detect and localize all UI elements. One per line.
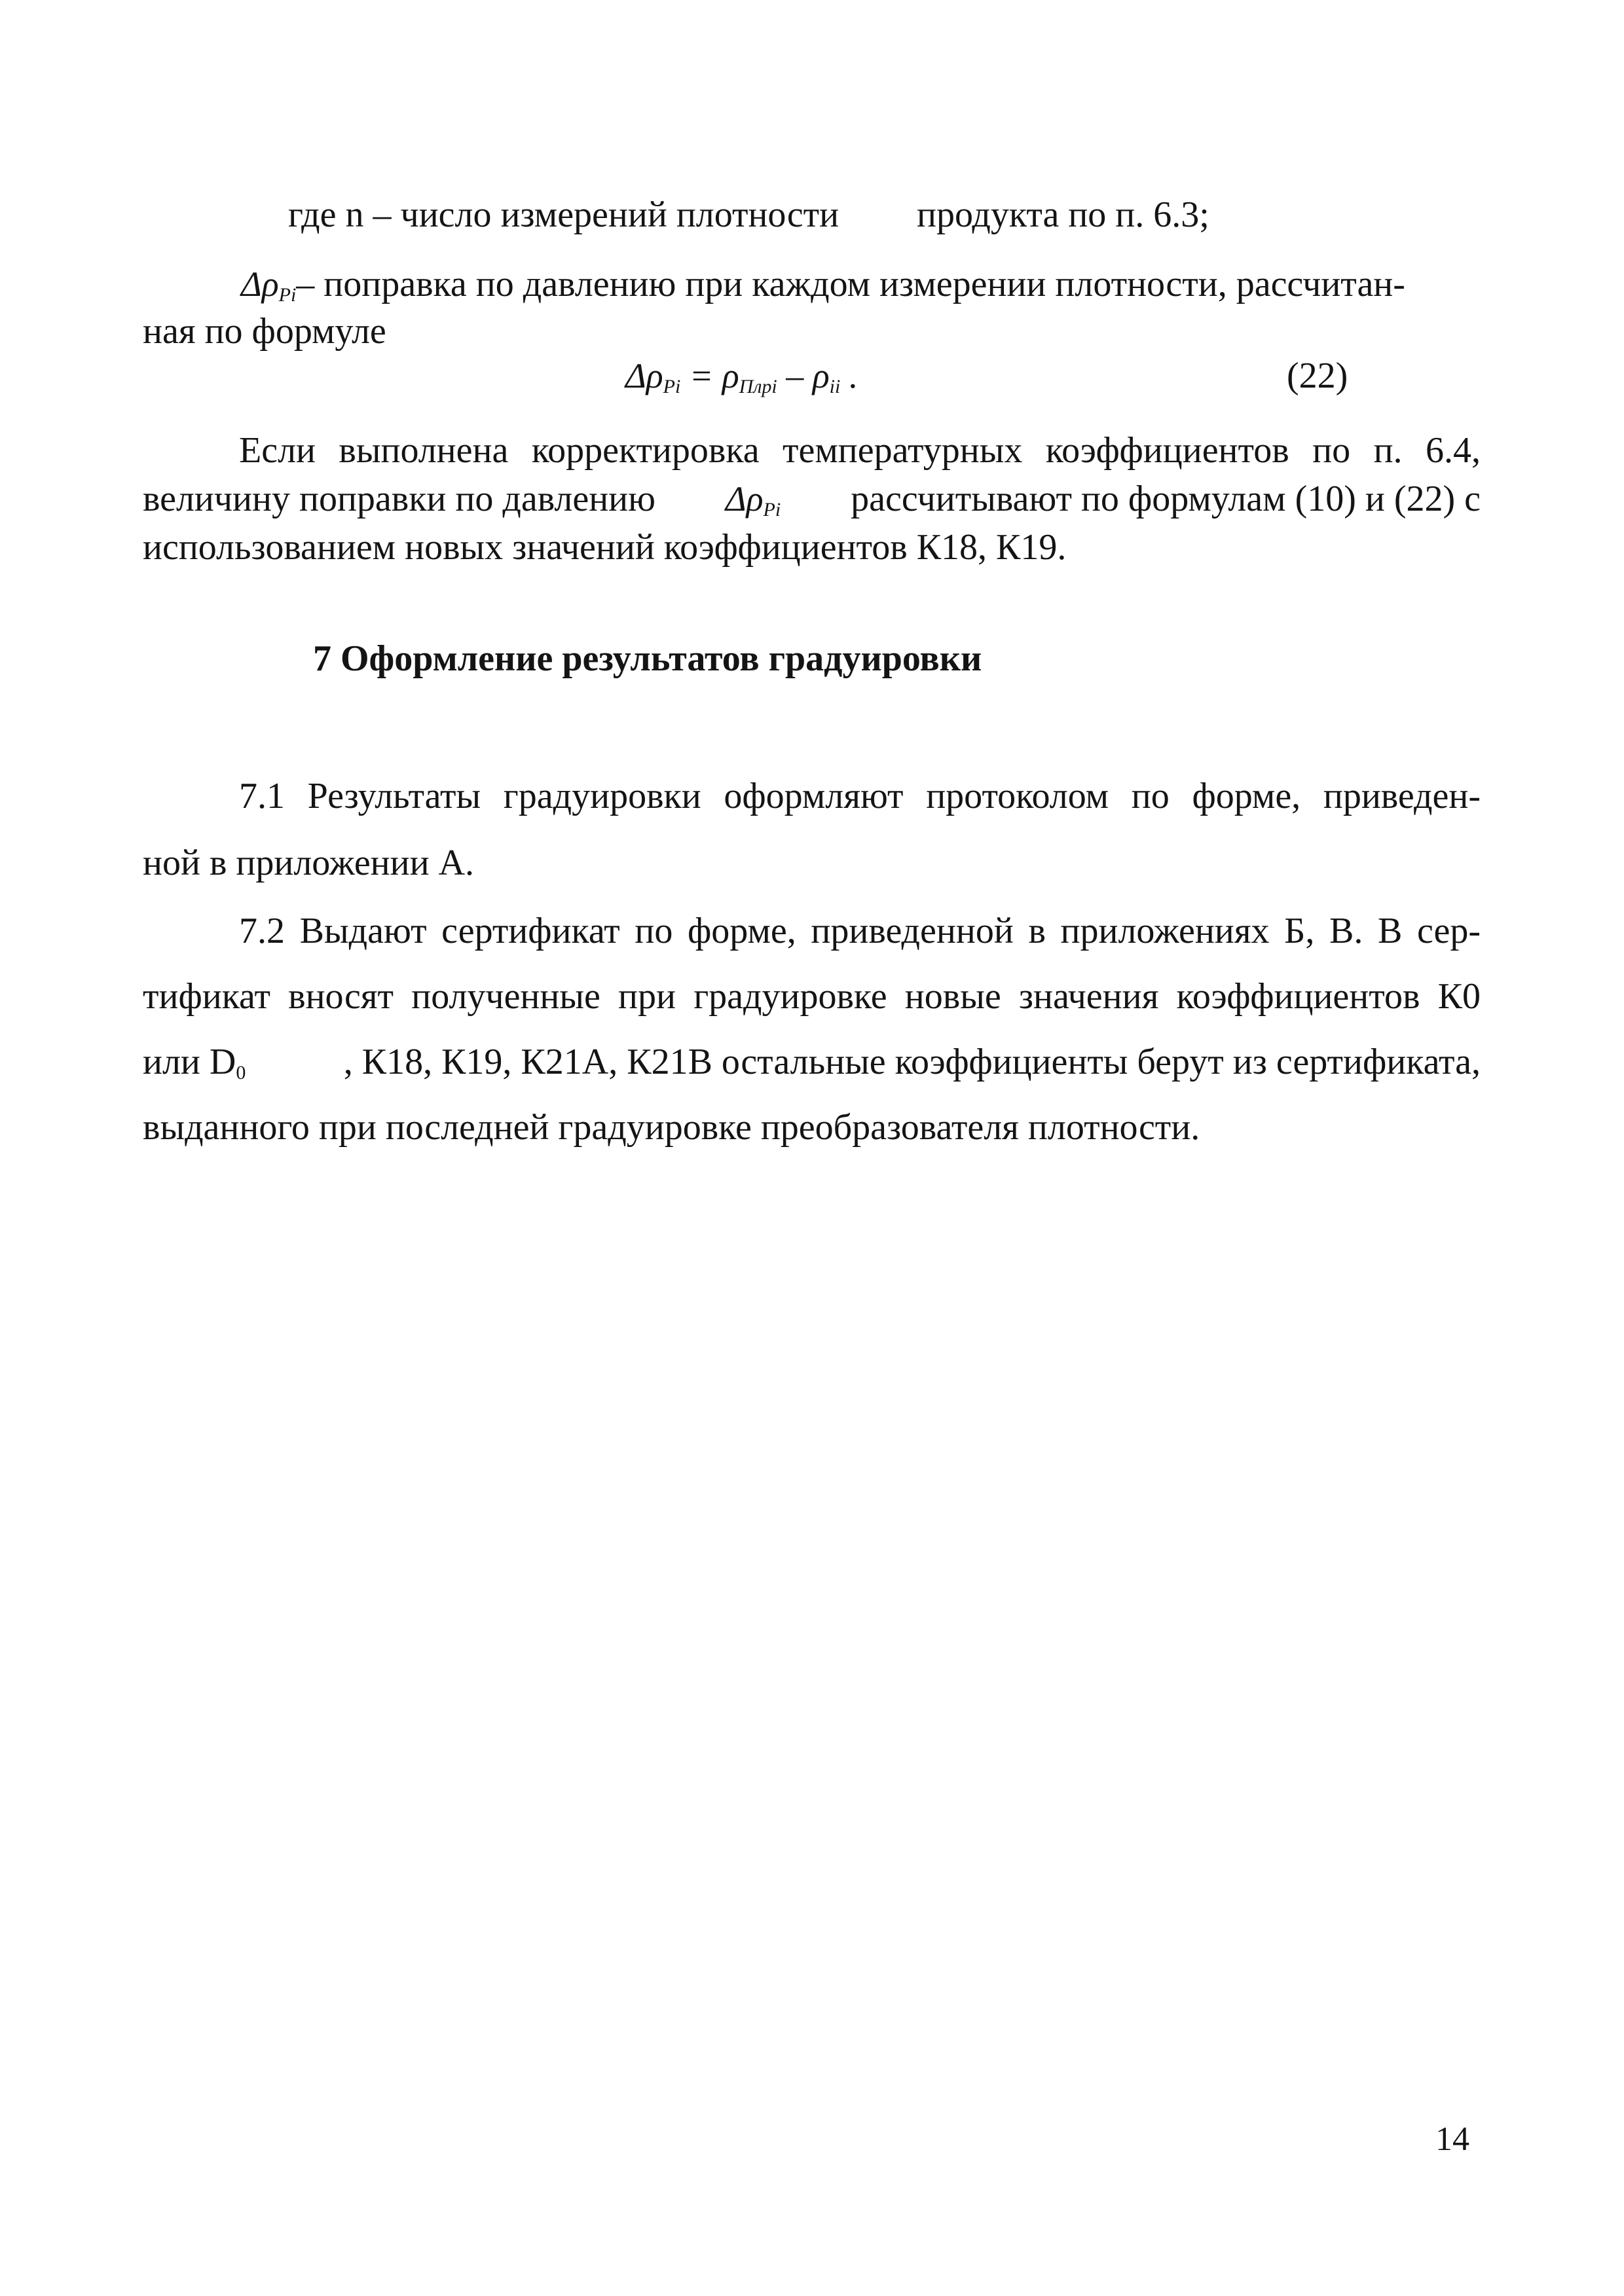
para71-line2: ной в приложении А. [143, 843, 475, 883]
formula-rhs2-sub: ii [829, 376, 841, 397]
para72-line3-b: , К18, К19, К21А, К21В остальные коэффициенты берут из сертификата, [343, 1042, 1481, 1082]
para3-line2-a: величину поправки по давлению [143, 479, 655, 519]
para3-line1: Если выполнена корректировка температурных коэффициентов по п. 6.4, [239, 430, 1481, 471]
para72-line4: выданного при последней градуировке преобразователя плотности. [143, 1107, 1200, 1148]
para72-line3-a-group [143, 1038, 246, 1097]
para1-line1-a: где n – число измерений плотности [288, 194, 840, 235]
delta-rho-subscript: Pi [278, 284, 297, 306]
formula-minus: – ρ [777, 356, 830, 395]
delta-rho-symbol: Δρ [241, 264, 279, 304]
page-number: 14 [1435, 2121, 1469, 2158]
para3-line2-b: рассчитывают по формулам (10) и (22) с [851, 479, 1481, 519]
para72-line2: тификат вносят полученные при градуировке новые значения коэффициентов К0 [143, 976, 1481, 1017]
para3-delta-rho-sub: Pi [763, 499, 781, 520]
formula-lhs: Δρ [625, 356, 663, 395]
para3-line3: использованием новых значений коэффициентов К18, К19. [143, 527, 1067, 568]
para2-line2: ная по формуле [143, 311, 386, 352]
formula-rhs1-sub: Плрi [739, 376, 777, 397]
para1-line1-b: продукта по п. 6.3; [917, 194, 1209, 235]
para71-line1: 7.1 Результаты градуировки оформляют протоколом по форме, приведен- [239, 776, 1481, 816]
formula-22 [625, 352, 858, 410]
formula-eq: = ρ [680, 356, 739, 395]
para2-line1-rest: – поправка по давлению при каждом измерении плотности, рассчитан- [296, 264, 1405, 304]
formula-lhs-sub: Pi [663, 376, 681, 397]
para2-line1 [241, 261, 1405, 319]
para72-line3-a: или D [143, 1042, 236, 1082]
para72-line1: 7.2 Выдают сертификат по форме, приведенной в приложениях Б, В. В сер- [239, 911, 1481, 951]
para72-d-subscript: 0 [236, 1062, 246, 1084]
section-7-heading: 7 Оформление результатов градуировки [313, 638, 982, 679]
formula-22-number: (22) [1287, 355, 1348, 396]
para72-line3 [143, 1038, 1481, 1097]
formula-end: . [840, 356, 858, 395]
para3-delta-rho: Δρ [725, 479, 764, 519]
